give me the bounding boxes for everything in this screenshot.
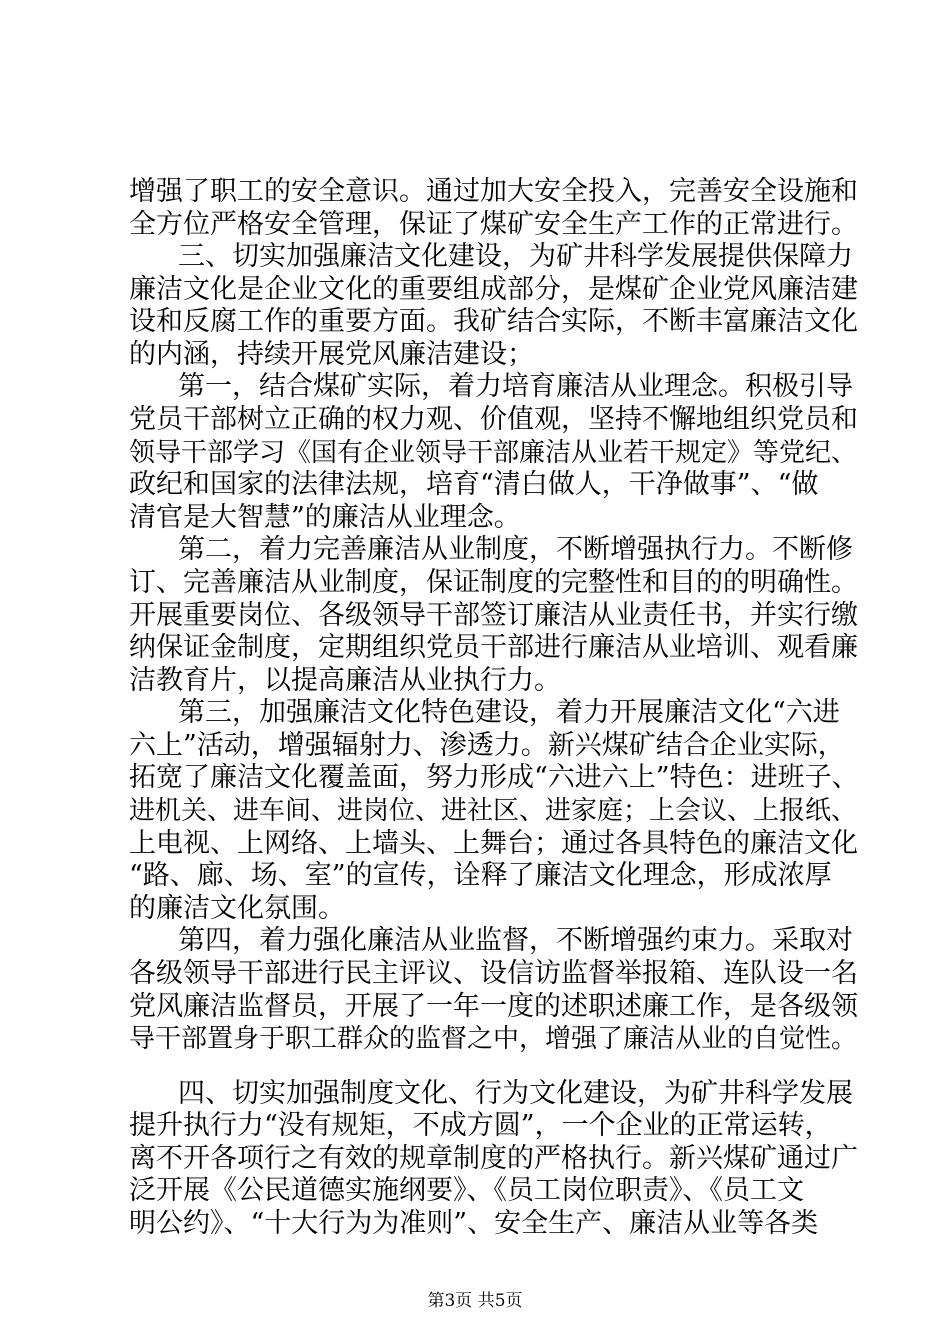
text-line: 上电视、上网络、上墙头、上舞台；通过各具特色的廉洁文化 — [129, 828, 858, 859]
text-line: 政纪和国家的法律法规，培育“清白做人，干净做事”、“做 — [129, 469, 819, 500]
text-line: 第一，结合煤矿实际，着力培育廉洁从业理念。积极引导 — [178, 371, 853, 402]
text-line: 四、切实加强制度文化、行为文化建设，为矿井科学发展 — [178, 1078, 853, 1109]
text-line: “路、廊、场、室”的宣传，诠释了廉洁文化理念，形成浓厚 — [129, 860, 832, 891]
text-line: 的内涵，持续开展党风廉洁建设； — [129, 339, 534, 370]
text-line: 导干部置身于职工群众的监督之中，增强了廉洁从业的自觉性。 — [129, 1024, 858, 1054]
text-line: 清官是大智慧”的廉洁从业理念。 — [129, 502, 521, 533]
text-line: 领导干部学习《国有企业领导干部廉洁从业若干规定》等党纪、 — [129, 438, 858, 468]
text-line: 拓宽了廉洁文化覆盖面，努力形成“六进六上”特色：进班子、 — [129, 762, 859, 793]
text-line: 第三，加强廉洁文化特色建设，着力开展廉洁文化“六进 — [178, 697, 840, 728]
text-line: 的廉洁文化氛围。 — [129, 893, 345, 924]
text-line: 增强了职工的安全意识。通过加大安全投入，完善安全设施和 — [129, 176, 858, 207]
page-number-footer: 第3页 共5页 — [427, 1291, 523, 1311]
text-line: 党员干部树立正确的权力观、价值观，坚持不懈地组织党员和 — [129, 404, 858, 435]
text-line: 全方位严格安全管理，保证了煤矿安全生产工作的正常进行。 — [129, 209, 858, 240]
text-line: 第二，着力完善廉洁从业制度，不断增强执行力。不断修 — [178, 534, 853, 565]
text-line: 纳保证金制度，定期组织党员干部进行廉洁从业培训、观看廉 — [129, 632, 858, 663]
text-line: 各级领导干部进行民主评议、设信访监督举报箱、连队设一名 — [129, 958, 858, 989]
text-line: 六上”活动，增强辐射力、渗透力。新兴煤矿结合企业实际， — [129, 730, 845, 761]
text-line: 提升执行力“没有规矩，不成方圆”，一个企业的正常运转， — [129, 1110, 832, 1141]
text-line: 第四，着力强化廉洁从业监督，不断增强约束力。采取对 — [178, 925, 853, 956]
text-line: 订、完善廉洁从业制度，保证制度的完整性和目的的明确性。 — [129, 567, 858, 598]
text-line: 三、切实加强廉洁文化建设，为矿井科学发展提供保障力 — [178, 241, 853, 272]
text-line: 明公约》、“十大行为为准则”、安全生产、廉洁从业等各类 — [129, 1208, 819, 1239]
text-line: 进机关、进车间、进岗位、进社区、进家庭；上会议、上报纸、 — [129, 796, 858, 826]
text-line: 党风廉洁监督员，开展了一年一度的述职述廉工作，是各级领 — [129, 991, 858, 1022]
text-line: 设和反腐工作的重要方面。我矿结合实际，不断丰富廉洁文化 — [129, 306, 858, 337]
text-line: 廉洁文化是企业文化的重要组成部分，是煤矿企业党风廉洁建 — [129, 274, 858, 305]
text-line: 开展重要岗位、各级领导干部签订廉洁从业责任书，并实行缴 — [129, 600, 858, 631]
text-line: 离不开各项行之有效的规章制度的严格执行。新兴煤矿通过广 — [129, 1143, 858, 1174]
text-line: 洁教育片，以提高廉洁从业执行力。 — [129, 665, 561, 696]
text-line: 泛开展《公民道德实施纲要》、《员工岗位职责》、《员工文 — [129, 1175, 804, 1206]
